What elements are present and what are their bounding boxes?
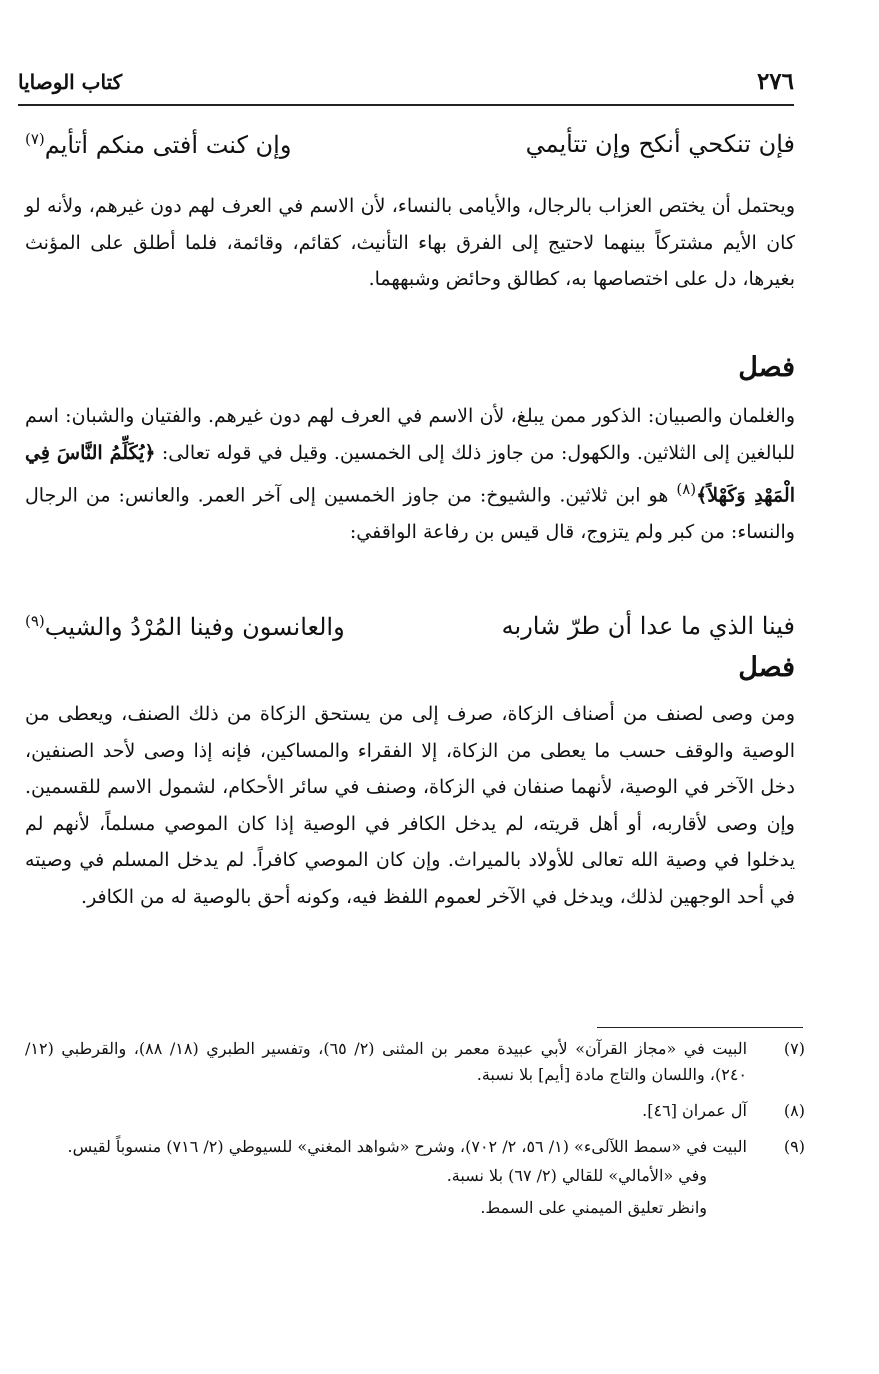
- footnote-extra-line: وانظر تعليق الميمني على السمط.: [480, 1198, 707, 1217]
- footnote-number: (٩): [783, 1137, 805, 1156]
- footnote-7: [25, 1036, 805, 1088]
- verse-1: [25, 130, 795, 170]
- verse-1-first-hemistich: فإن تنكحي أنكح وإن تتأيمي: [525, 130, 795, 158]
- page-header: [18, 60, 794, 106]
- section-heading-2: فصل: [738, 652, 795, 683]
- paragraph-1: ويحتمل أن يختص العزاب بالرجال، والأيامى بالنساء، لأن الاسم في العرف لهم دون غيرهم، ولأنه لو كان الأيم مشتركاً بينهما لاحتيج إلى الفرق بهاء التأنيث، كقائم، وقائمة، فلما أطلق على المؤنث بغيرها، دل على اختصاصها به، كطالق وحائض وشبههما.: [25, 195, 795, 290]
- footnote-mark-8: (٨): [676, 480, 697, 498]
- footnote-8: [25, 1098, 805, 1124]
- verse-2-first-hemistich: فينا الذي ما عدا أن طرّ شاربه: [501, 612, 795, 640]
- section-heading-1: فصل: [738, 352, 795, 383]
- paragraph-2-part-1: والغلمان والصبيان: الذكور ممن يبلغ، لأن الاسم في العرف لهم دون غيرهم. والفتيان والشبان: اسم للبالغين إلى الثلاثين. والكهول: من جاوز ذلك إلى الخمسين. وقيل في قوله تعالى:: [25, 405, 795, 464]
- verse-1-second-hemistich-text: وإن كنت أفتى منكم أتأيم: [44, 131, 292, 159]
- quran-quote: ﴿يُكَلِّمُ النَّاسَ فِي الْمَهْدِ وَكَهْلاً﴾: [25, 441, 795, 507]
- verse-2-second-hemistich: [25, 612, 345, 641]
- footnote-text: البيت في «مجاز القرآن» لأبي عبيدة معمر بن المثنى (٢/ ٦٥)، وتفسير الطبري (١٨/ ٨٨)، والقرطبي (١٢/ ٢٤٠)، واللسان والتاج مادة [أيم] بلا نسبة.: [25, 1039, 748, 1084]
- footnote-mark-7: (٧): [25, 130, 45, 148]
- footnote-mark-9: (٩): [25, 612, 45, 630]
- footnote-extra-line: وفي «الأمالي» للقالي (٢/ ٦٧) بلا نسبة.: [446, 1166, 707, 1185]
- footnote-text: البيت في «سمط اللآلىء» (١/ ٥٦، ٢/ ٧٠٢)، وشرح «شواهد المغني» للسيوطي (٢/ ٧١٦) منسوباً لقيس.: [67, 1137, 747, 1156]
- paragraph-2-part-2: هو ابن ثلاثين. والشيوخ: من جاوز الخمسين إلى آخر العمر. والعانس: من الرجال والنساء: من كبر ولم يتزوج، قال قيس بن رفاعة الواقفي:: [25, 484, 795, 543]
- running-title: كتاب الوصايا: [18, 70, 123, 94]
- footnote-separator: [597, 1027, 803, 1028]
- footnote-number: (٨): [783, 1101, 805, 1120]
- footnote-number: (٧): [783, 1039, 805, 1058]
- page-number: ٢٧٦: [756, 68, 794, 95]
- footnote-text: آل عمران [٤٦].: [642, 1101, 747, 1120]
- footnote-9: [25, 1134, 805, 1224]
- paragraph-3: ومن وصى لصنف من أصناف الزكاة، صرف إلى من يستحق الزكاة من ذلك الصنف، ويعطى من الوصية والوقف حسب ما يعطى من الزكاة، إلا الفقراء والمساكين، فإنه إذا وصى لأحد الصنفين، دخل الآخر في الوصية، لأنهما صنفان في الزكاة، وصنف في سائر الأحكام، لشمول الاسم للقسمين. وإن وصى لأقاربه، أو أهل قريته، لم يدخل الكافر في الوصية إذا كان الموصي مسلماً، لأنهم لم يدخلوا في وصية الله تعالى للأولاد بالميراث. وإن كان الموصي كافراً. لم يدخل المسلم في وصيته في أحد الوجهين لذلك، ويدخل في الآخر لعموم اللفظ فيه، وكونه أحق بالوصية له من الكافر.: [25, 703, 795, 908]
- verse-2-second-hemistich-text: والعانسون وفينا المُرْدُ والشيب: [44, 613, 345, 641]
- verse-1-second-hemistich: [25, 130, 291, 159]
- footnotes: [25, 1036, 805, 1234]
- paragraph-2: [25, 398, 833, 550]
- verse-2: [25, 612, 795, 652]
